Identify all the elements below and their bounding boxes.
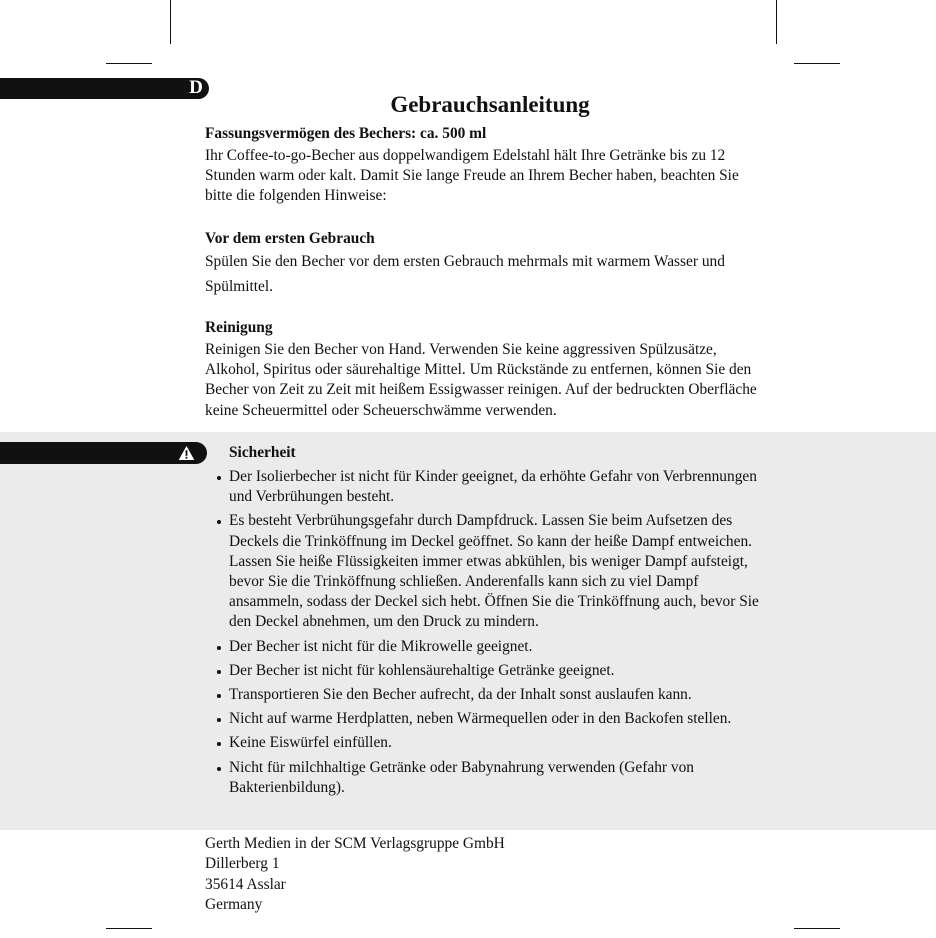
intro-text: Ihr Coffee-to-go-Becher aus doppelwandigem Edelstahl hält Ihre Getränke bis zu 12 Stunden warm oder kalt. Damit Sie lange Freude an Ihrem Becher haben, beachten Sie bitte die folgenden Hinweise: [205,147,739,205]
warning-triangle-icon [178,445,195,461]
cleaning-heading: Reinigung [205,319,273,336]
safety-item: Der Becher ist nicht für die Mikrowelle geeignet. [229,637,769,657]
crop-mark [794,928,840,929]
address-company: Gerth Medien in der SCM Verlagsgruppe GmbH [205,835,505,852]
crop-mark [170,0,171,44]
safety-heading: Sicherheit [229,444,296,461]
safety-item: Der Becher ist nicht für kohlensäurehaltige Getränke geeignet. [229,661,769,681]
language-label: D [189,77,203,98]
safety-section [229,443,769,802]
cleaning-section [205,317,765,421]
crop-mark [794,63,840,64]
safety-item: Nicht für milchhaltige Getränke oder Babynahrung verwenden (Gefahr von Bakterienbildung). [229,758,769,798]
safety-item: Es besteht Verbrühungsgefahr durch Dampfdruck. Lassen Sie beim Aufsetzen des Deckels die Trinköffnung im Deckel geöffnet. So kann der heiße Dampf entweichen. Lassen Sie heiße Flüssigkeiten immer etwas abkühlen, bis weniger Dampf aufsteigt, bevor Sie die Trinköffnung schließen. Anderenfalls kann sich zu viel Dampf ansammeln, sodass der Deckel sich hebt. Öffnen Sie die Trinköffnung auch, bevor Sie den Deckel abnehmen, um den Druck zu mindern. [229,511,769,632]
address-country: Germany [205,896,263,914]
first-use-text: Spülen Sie den Becher vor dem ersten Gebrauch mehrmals mit warmem Wasser und Spülmittel. [205,253,725,295]
first-use-heading: Vor dem ersten Gebrauch [205,230,375,247]
first-use-section [205,228,765,299]
crop-mark [106,63,152,64]
address-city: 35614 Asslar [205,875,286,893]
safety-item: Keine Eiswürfel einfüllen. [229,733,769,753]
safety-tab [0,442,207,464]
crop-mark [106,928,152,929]
capacity-heading: Fassungsvermögen des Bechers: ca. 500 ml [205,125,487,142]
page-title: Gebrauchsanleitung [390,92,590,118]
crop-mark [776,0,777,44]
cleaning-text: Reinigen Sie den Becher von Hand. Verwenden Sie keine aggressiven Spülzusätze, Alkohol, Spiritus oder säurehaltige Mittel. Um Rückstände zu entfernen, können Sie den Becher von Zeit zu Zeit mit heißem Essigwasser reinigen. Auf der bedruckten Oberfläche keine Scheuermittel oder Scheuerschwämme verwenden. [205,341,757,419]
intro-section [205,123,765,207]
safety-item: Der Isolierbecher ist nicht für Kinder geeignet, da erhöhte Gefahr von Verbrennungen und Verbrühungen besteht. [229,467,769,507]
safety-list [229,467,769,798]
address-street: Dillerberg 1 [205,855,280,873]
publisher-address [205,834,505,916]
safety-item: Transportieren Sie den Becher aufrecht, da der Inhalt sonst auslaufen kann. [229,685,769,705]
safety-item: Nicht auf warme Herdplatten, neben Wärmequellen oder in den Backofen stellen. [229,709,769,729]
